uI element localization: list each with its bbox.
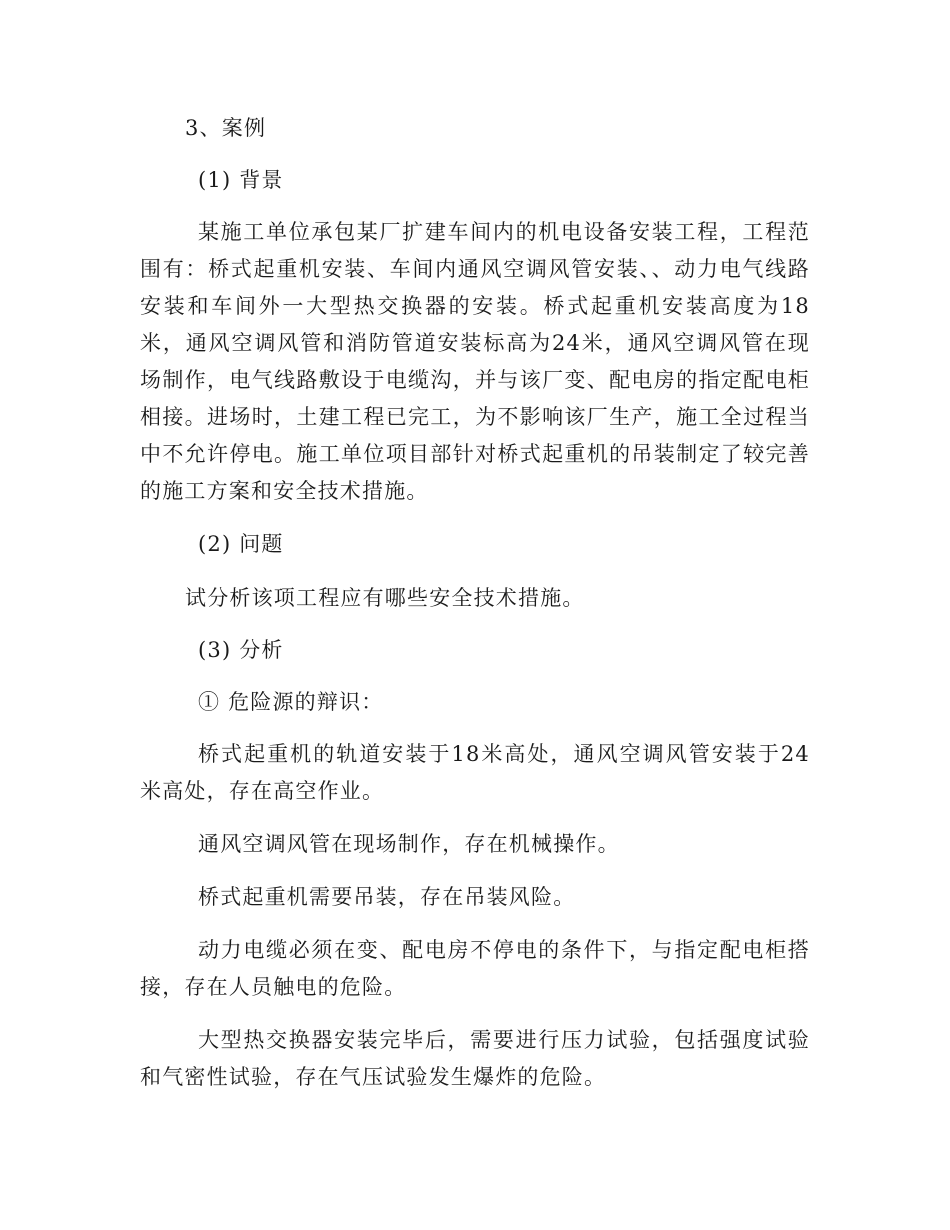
background-heading: (1) 背景 bbox=[198, 168, 284, 192]
hazard-paragraph: 动力电缆必须在变、配电房不停电的条件下，与指定配电柜搭接，存在人员触电的危险。 bbox=[140, 938, 810, 999]
hazard-paragraph: 大型热交换器安装完毕后，需要进行压力试验，包括强度试验和气密性试验，存在气压试验发生爆炸的危险。 bbox=[140, 1028, 810, 1089]
background-paragraph: 某施工单位承包某厂扩建车间内的机电设备安装工程，工程范围有：桥式起重机安装、车间内通风空调风管安装、、动力电气线路安装和车间外一大型热交换器的安装。桥式起重机安装高度为18米，通风空调风管和消防管道安装标高为24米，通风空调风管在现场制作，电气线路敷设于电缆沟，并与该厂变、配电房的指定配电柜相接。进场时，土建工程已完工，为不影响该厂生产，施工全过程当中不允许停电。施工单位项目部针对桥式起重机的吊装制定了较完善的施工方案和安全技术措施。 bbox=[140, 220, 810, 503]
hazard-paragraph: 桥式起重机需要吊装，存在吊装风险。 bbox=[198, 885, 576, 909]
question-heading: (2) 问题 bbox=[198, 532, 284, 556]
hazard-identification-heading: ① 危险源的辩识： bbox=[198, 690, 384, 714]
section-heading: 3、案例 bbox=[185, 116, 267, 140]
analysis-heading: (3) 分析 bbox=[198, 638, 284, 662]
hazard-paragraph: 桥式起重机的轨道安装于18米高处，通风空调风管安装于24米高处，存在高空作业。 bbox=[140, 742, 810, 803]
hazard-paragraph: 通风空调风管在现场制作，存在机械操作。 bbox=[198, 832, 620, 856]
question-text: 试分析该项工程应有哪些安全技术措施。 bbox=[185, 586, 585, 610]
